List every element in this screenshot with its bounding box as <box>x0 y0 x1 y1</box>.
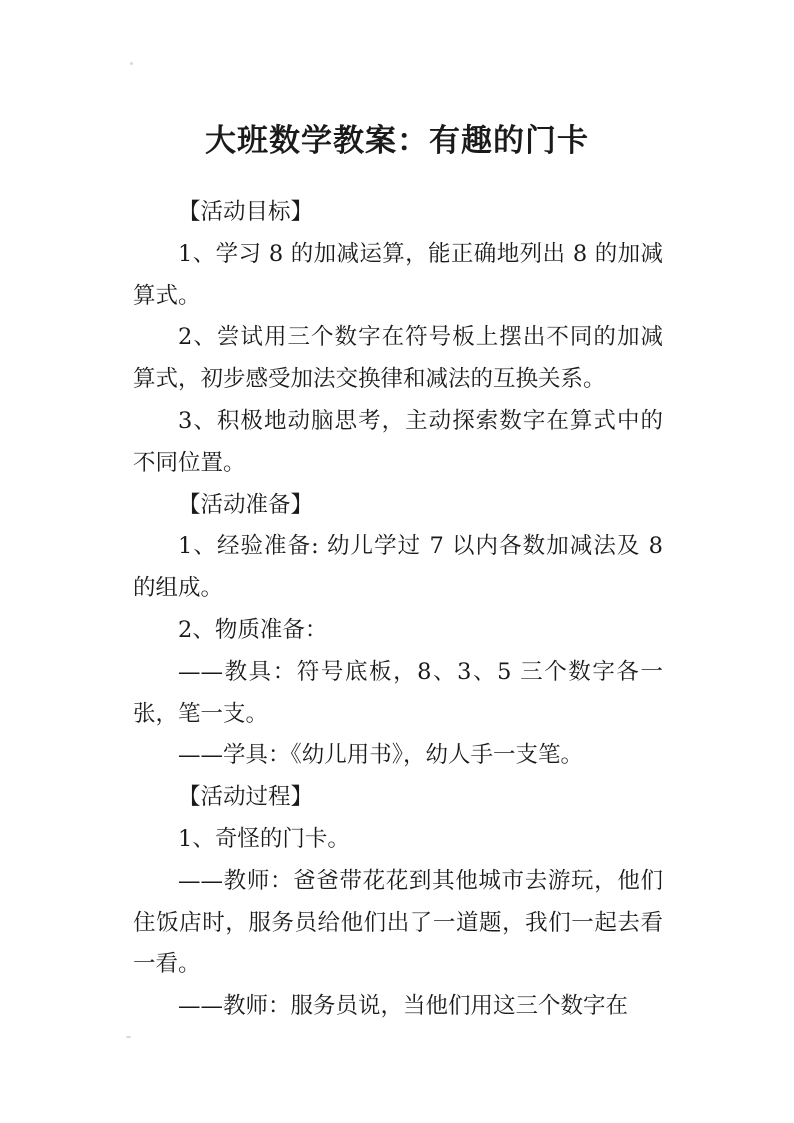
preparation-learning-aids: ——学具：《幼儿用书》，幼人手一支笔。 <box>178 742 584 769</box>
document-title: 大班数学教案：有趣的门卡 <box>205 122 589 159</box>
scan-speck <box>130 62 133 65</box>
preparation-teaching-aids: ——教具：符号底板，8、3、5 三个数字各一张，笔一支。 <box>133 658 663 727</box>
goal-item-1: 1、学习 8 的加减运算，能正确地列出 8 的加减算式。 <box>133 240 663 309</box>
section-heading-process: 【活动过程】 <box>178 784 314 811</box>
preparation-item-2: 2、物质准备： <box>178 616 328 643</box>
process-teacher-line-2: ——教师：服务员说，当他们用这三个数字在 <box>178 993 629 1020</box>
goal-item-2: 2、尝试用三个数字在符号板上摆出不同的加减算式，初步感受加法交换律和减法的互换关系。 <box>133 324 663 393</box>
scan-speck <box>126 1036 131 1038</box>
process-item-1: 1、奇怪的门卡。 <box>178 825 350 852</box>
document-body <box>133 192 663 1028</box>
section-heading-preparation: 【活动准备】 <box>178 491 314 518</box>
section-heading-goals: 【活动目标】 <box>178 199 314 225</box>
preparation-item-1: 1、经验准备: 幼儿学过 7 以内各数加减法及 8 的组成。 <box>133 533 663 602</box>
goal-item-3: 3、积极地动脑思考，主动探索数字在算式中的不同位置。 <box>133 407 663 476</box>
process-teacher-line-1: ——教师：爸爸带花花到其他城市去游玩，他们住饭店时，服务员给他们出了一道题，我们一起去看一看。 <box>133 867 663 978</box>
